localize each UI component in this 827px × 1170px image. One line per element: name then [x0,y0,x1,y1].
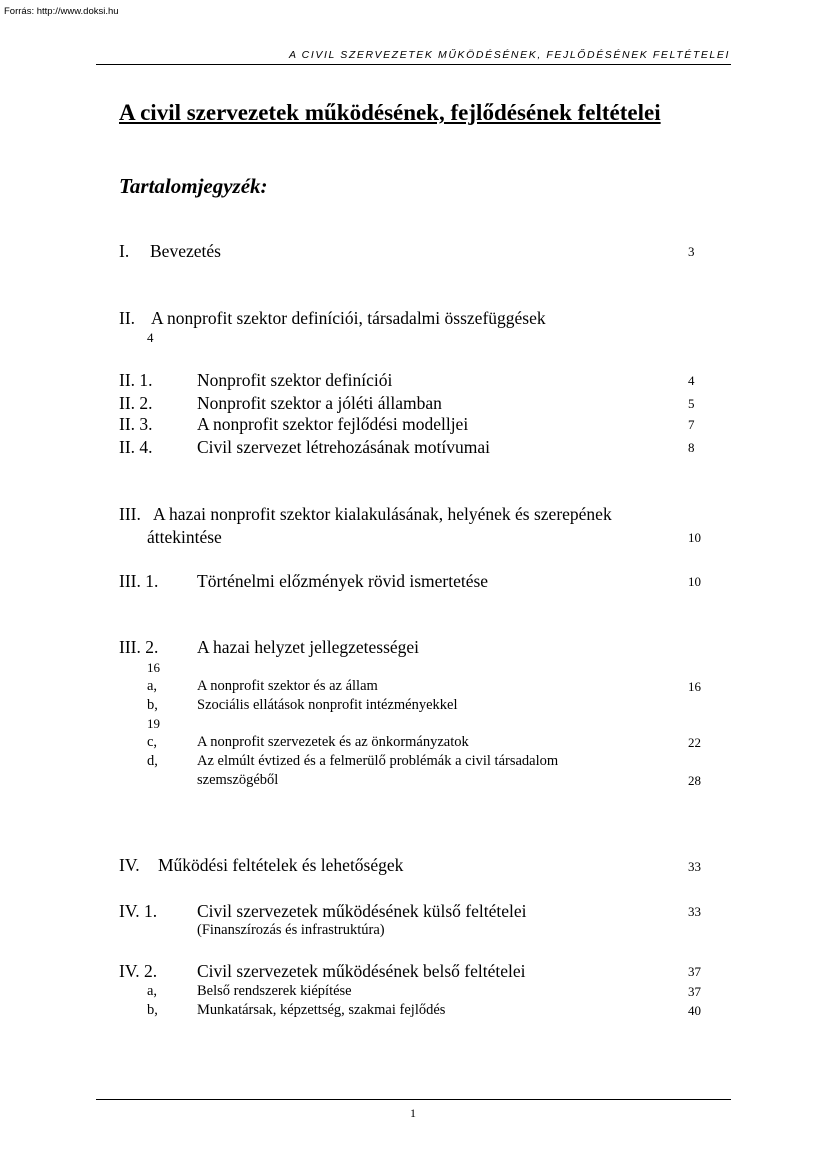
toc-num: b, [147,1002,158,1018]
toc-heading: Tartalomjegyzék: [119,174,268,198]
toc-text: Történelmi előzmények rövid ismertetése [197,571,489,591]
toc-page: 33 [688,859,701,874]
toc-num: a, [147,983,158,999]
header-rule [96,64,731,65]
running-header: A CIVIL SZERVEZETEK MŰKÖDÉSÉNEK, FEJLŐDÉSÉNEK FELTÉTELEI [288,49,730,61]
toc-text-cont: (Finanszírozás és infrastruktúra) [197,922,385,938]
toc-page: 8 [688,440,695,455]
toc-text-cont: áttekintése [147,527,222,547]
toc-page: 16 [147,660,160,675]
toc-text: A nonprofit szektor és az állam [197,678,378,694]
toc-page: 33 [688,904,701,919]
page-number: 1 [410,1106,416,1120]
toc-num: a, [147,678,158,694]
toc-page: 37 [688,964,701,979]
toc-page: 40 [688,1003,701,1018]
toc-text: Civil szervezetek működésének belső feltételei [197,961,526,981]
toc-text: Nonprofit szektor definíciói [197,370,393,390]
toc-page: 7 [688,417,695,432]
toc-num: I. [119,241,130,261]
toc-page: 22 [688,735,701,750]
document-title: A civil szervezetek működésének, fejlődésének feltételei [119,100,661,125]
toc-num: II. [119,308,136,328]
toc-text: A nonprofit szervezetek és az önkormányzatok [197,734,469,750]
toc-page: 37 [688,984,701,999]
toc-text: Belső rendszerek kiépítése [197,983,352,999]
toc-text: Civil szervezet létrehozásának motívumai [197,437,491,457]
toc-num: II. 1. [119,370,153,390]
toc-num: b, [147,697,158,713]
toc-text: Szociális ellátások nonprofit intézményekkel [197,697,458,713]
toc-page: 16 [688,679,701,694]
toc-text-cont: szemszögéből [197,772,279,788]
footer-rule [96,1099,731,1100]
toc-num: II. 4. [119,437,153,457]
toc-num: III. [119,504,141,524]
toc-num: III. 1. [119,571,159,591]
toc-num: II. 2. [119,393,153,413]
source-label: Forrás: http://www.doksi.hu [4,6,119,17]
toc-num: III. 2. [119,637,159,657]
toc-text: A nonprofit szektor fejlődési modelljei [197,414,469,434]
toc-page: 5 [688,396,695,411]
toc-page: 28 [688,773,701,788]
toc-page: 3 [688,244,695,259]
toc-num: IV. 1. [119,901,158,921]
toc-text: Bevezetés [150,241,221,261]
toc-text: A hazai helyzet jellegzetességei [197,637,420,657]
toc-page: 19 [147,716,160,731]
toc-text: A nonprofit szektor definíciói, társadalmi összefüggések [151,308,546,328]
toc-num: IV. [119,855,140,875]
toc-num: d, [147,753,158,769]
toc-num: II. 3. [119,414,153,434]
toc-text: Az elmúlt évtized és a felmerülő problémák a civil társadalom [197,753,559,769]
toc-page: 4 [688,373,695,388]
toc-num: IV. 2. [119,961,158,981]
toc-text: Nonprofit szektor a jóléti államban [197,393,442,413]
toc-text: Civil szervezetek működésének külső feltételei [197,901,527,921]
toc-text: A hazai nonprofit szektor kialakulásának, helyének és szerepének [153,504,612,524]
toc-page: 10 [688,574,701,589]
toc-page: 10 [688,530,701,545]
toc-num: c, [147,734,158,750]
toc-page: 4 [147,330,154,345]
toc-text: Működési feltételek és lehetőségek [158,855,404,875]
toc-text: Munkatársak, képzettség, szakmai fejlődés [197,1002,446,1018]
